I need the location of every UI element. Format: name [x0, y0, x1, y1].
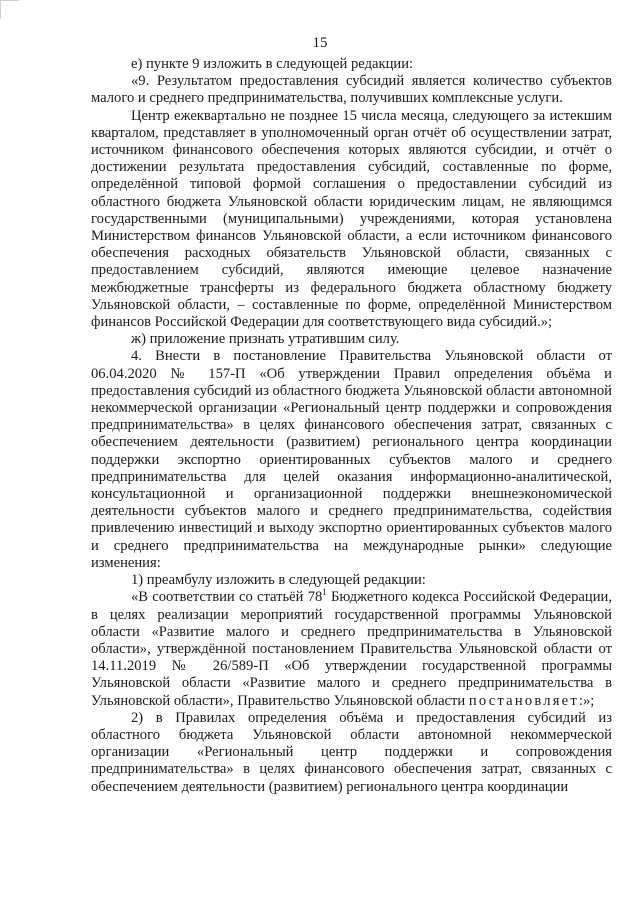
- preamble-text-end: :»;: [578, 692, 595, 709]
- preamble-resolves-word: постановляет: [468, 692, 579, 709]
- preamble-text-start: «В соответствии со статьёй 78: [131, 589, 323, 606]
- article-superscript: 1: [322, 587, 327, 598]
- scan-corner-mark: [0, 0, 19, 19]
- document-body: [91, 56, 612, 796]
- preamble-text-middle: Бюджетного кодекса Российской Федерации, в целях реализации мероприятий государственной программы Ульяновской области «Развитие малого и среднего предпринимательства в Ульяновской области», утверждённой постановлением Правительства Ульяновской области от 14.11.2019 № 26/589-П «Об утверждении государственной программы Ульяновской области «Развитие малого и среднего предпринимательства в Ульяновской области», Правительство Ульяновской области: [91, 589, 612, 709]
- page-number: 15: [312, 35, 328, 51]
- paragraph-item-zh: ж) приложение признать утратившим силу.: [131, 331, 400, 348]
- paragraph-preamble-quote: [91, 589, 612, 709]
- paragraph-subitem-1: 1) преамбулу изложить в следующей редакции:: [131, 572, 426, 589]
- paragraph-item-e: е) пункте 9 изложить в следующей редакции:: [131, 56, 414, 72]
- paragraph-item-4: 4. Внести в постановление Правительства Ульяновской области от 06.04.2020 № 157-П «Об утверждении Правил определения объёма и предоставления субсидий из областного бюджета Ульяновской области автономной некоммерческой организации «Региональный центр поддержки и сопровождения предпринимательства» в целях финансового обеспечения затрат, связанных с обеспечением деятельности (развитием) регионального центра координации поддержки экспортно ориентированных субъектов малого и среднего предпринимательства для целей оказания информационно-аналитической, консультационной и организационной поддержки внешнеэкономической деятельности субъектов малого и среднего предпринимательства, содействия привлечению инвестиций и выходу экспортно ориентированных субъектов малого и среднего предпринимательства на международные рынки» следующие изменения:: [91, 348, 612, 571]
- paragraph-quote-item-9: «9. Результатом предоставления субсидий является количество субъектов малого и среднего предпринимательства, получивших комплексные услуги.: [91, 73, 612, 107]
- paragraph-subitem-2: 2) в Правилах определения объёма и предоставления субсидий из областного бюджета Ульяновской области автономной некоммерческой организации «Региональный центр поддержки и сопровождения предпринимательства» в целях финансового обеспечения затрат, связанных с обеспечением деятельности (развитием) регионального центра координации: [91, 709, 612, 795]
- paragraph-center-report: Центр ежеквартально не позднее 15 числа месяца, следующего за истекшим кварталом, представляет в уполномоченный орган отчёт об осуществлении затрат, источником финансового обеспечения которых являются субсидии, и отчёт о достижении результата предоставления субсидий, составленные по форме, определённой типовой формой соглашения о предоставлении субсидий из областного бюджета Ульяновской области юридическим лицам, не являющимся государственными (муниципальными) учреждениями, которая установлена Министерством финансов Ульяновской области, а если источником финансового обеспечения расходных обязательств Ульяновской области, связанных с предоставлением субсидий, являются имеющие целевое назначение межбюджетные трансферты из федерального бюджета областному бюджету Ульяновской области, – составленные по форме, определённой Министерством финансов Российской Федерации для соответствующего вида субсидий.»;: [91, 107, 612, 331]
